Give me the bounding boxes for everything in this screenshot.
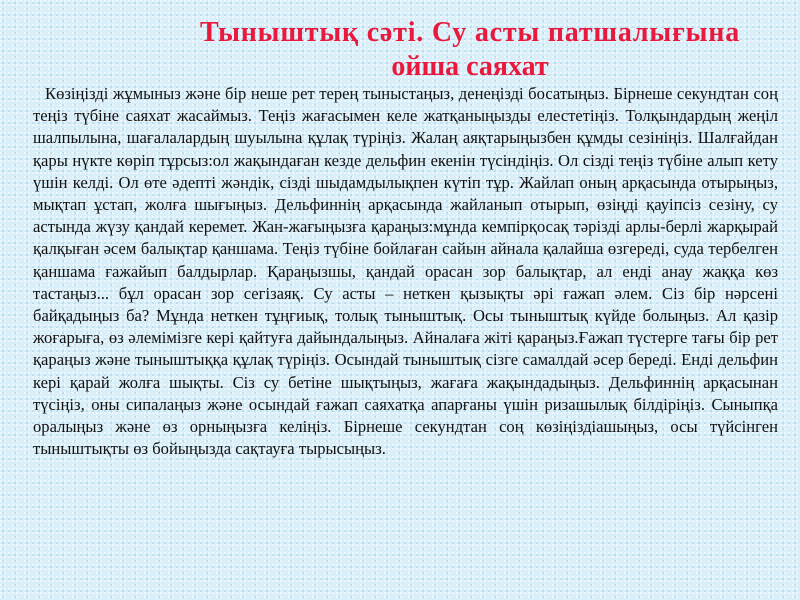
slide-body-text: Көзіңізді жұмыныз және бір неше рет терең тыныстаңыз, денеңізді босатыңыз. Бірнеше секундтан соң теңіз түбіне саяхат жасаймыз. Теңіз жағасымен келе жатқаныңызды елестетіңіз. Толқындардың жеңіл шалпылына, шағалалардың шуылына құлақ түріңіз. Жалаң аяқтарыңызбен құмды сезініңіз. Шалғайдан қары нүкте көріп тұрсыз:ол жақындаған кезде дельфин екенін түсіндіңіз. Ол сізді теңіз түбіне алып кету үшін келді. Ол өте әдепті жәндік, сізді шыдамдылықпен күтіп тұр. Жайлап оның арқасында отырыңыз, мықтап ұстап, жолға шығыңыз. Дельфиннің арқасында жайланып отырып, өзіңді қауіпсіз сезіну, су астында жүзу қандай керемет. Жан-жағыңызға қараңыз:мұнда кемпірқосақ тәрізді арлы-берлі жарқырай қалқыған әсем балықтар қаншама. Теңіз түбіне бойлаған сайын айнала қалайша өзгереді, суда тербелген қаншама ғажайып балдырлар. Қараңызшы, қандай орасан зор балықтар, ал енді анау жаққа көз тастаңыз... бұл орасан зор сегізаяқ. Су асты – неткен қызықты әрі ғажап әлем. Сіз бір нәрсені байқадыңыз ба? Мұнда неткен тұңғиық, толық тыныштық. Осы тыныштық күйде болыңыз. Ал қазір жоғарыға, өз әлемімізге кері қайтуға дайындалыңыз. Айналаға жіті қараңыз.Ғажап түстерге тағы бір рет қараңыз және тыныштыққа құлақ түріңіз. Осындай тыныштық сізге самалдай әсер береді. Енді дельфин кері қарай жолға шықты. Сіз су бетіне шықтыңыз, жағаға жақындадыңыз. Дельфиннің арқасынан түсіңіз, оны сипалаңыз және осындай ғажап саяхатқа апарғаны үшін ризашылық білдіріңіз. Сыныпқа оралыңыз және өз орныңызға келіңіз. Бірнеше секундтан соң көзіңіздіашыңыз, осы түйсінген тыныштықты өз бойыңызда сақтауға тырысыңыз. — [33, 84, 778, 459]
slide-title — [150, 16, 790, 84]
slide-title-line-1: Тыныштық сәті. Су асты патшалығына — [199, 17, 740, 48]
slide-title-line-2: ойша саяхат — [391, 51, 549, 82]
